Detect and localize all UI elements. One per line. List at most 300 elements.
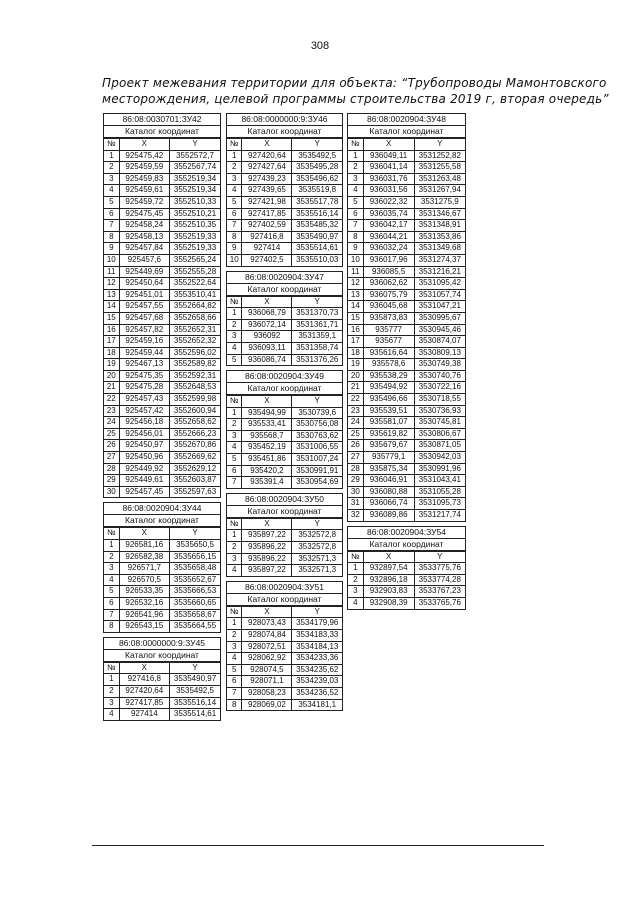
table-row: [348, 196, 465, 208]
table-header-row: [104, 662, 220, 674]
table-row: [104, 697, 220, 709]
coord-x: 936031,76: [363, 173, 414, 185]
coord-x: 936032,24: [363, 243, 414, 255]
coord-y: 3530739,6: [292, 407, 342, 419]
header-y: Y: [170, 139, 220, 151]
point-number: 18: [104, 347, 119, 359]
coord-x: 928069,02: [242, 699, 292, 710]
coord-x: 925449,61: [119, 475, 169, 487]
table-row: [104, 196, 220, 208]
table-row: [104, 208, 220, 220]
coord-y: 3535658,48: [170, 563, 220, 575]
table-row: [227, 454, 342, 466]
coord-y: 3535656,15: [170, 551, 220, 563]
coord-y: 3552597,63: [170, 486, 220, 497]
coord-y: 3531217,74: [414, 510, 465, 521]
coord-x: 936089,86: [363, 510, 414, 521]
coord-y: 3530736,93: [414, 405, 465, 417]
coord-y: 3533765,76: [414, 597, 465, 608]
table-row: [348, 394, 465, 406]
table-row: [348, 324, 465, 336]
table-row: [104, 428, 220, 440]
coord-x: 936044,21: [363, 231, 414, 243]
coord-x: 932896,18: [363, 574, 414, 586]
coord-y: 3531358,74: [292, 342, 342, 354]
point-number: 1: [104, 150, 119, 162]
coord-y: 3535495,28: [292, 162, 342, 174]
coord-x: 935616,64: [363, 347, 414, 359]
table-row: [104, 674, 220, 686]
coord-y: 3532571,3: [292, 553, 342, 565]
point-number: 8: [104, 621, 119, 632]
point-number: 7: [104, 609, 119, 621]
coord-x: 925459,83: [119, 173, 169, 185]
point-number: 21: [104, 382, 119, 394]
coord-y: 3552666,23: [170, 428, 220, 440]
point-number: 4: [227, 342, 242, 354]
coordinate-table: [227, 296, 342, 366]
table-row: [104, 452, 220, 464]
coord-x: 928074,84: [242, 630, 292, 642]
coord-y: 3531267,94: [414, 185, 465, 197]
point-number: 6: [104, 597, 119, 609]
point-number: 6: [227, 208, 242, 220]
coord-y: 3552592,31: [170, 370, 220, 382]
coord-x: 935896,22: [242, 553, 292, 565]
coord-y: 3552600,94: [170, 405, 220, 417]
coord-x: 936022,32: [363, 196, 414, 208]
parcel-id: 86:08:0020904:ЗУ54: [348, 527, 465, 539]
table-header-row: [104, 528, 220, 540]
coord-y: 3552565,24: [170, 254, 220, 266]
point-number: 24: [104, 417, 119, 429]
point-number: 6: [104, 208, 119, 220]
table-row: [348, 498, 465, 510]
coord-x: 935452,19: [242, 442, 292, 454]
coord-y: 3535496,62: [292, 173, 342, 185]
table-row: [348, 254, 465, 266]
coord-x: 925450,97: [119, 440, 169, 452]
point-number: 4: [104, 574, 119, 586]
table-row: [227, 687, 342, 699]
header-num: №: [227, 396, 242, 408]
point-number: 25: [348, 428, 363, 440]
table-row: [348, 173, 465, 185]
point-number: 3: [227, 430, 242, 442]
header-x: X: [119, 662, 169, 674]
coord-y: 3552658,62: [170, 417, 220, 429]
coord-y: 3552519,34: [170, 185, 220, 197]
point-number: 7: [227, 477, 242, 488]
coord-y: 3533775,76: [414, 563, 465, 575]
point-number: 13: [104, 289, 119, 301]
point-number: 18: [348, 347, 363, 359]
coord-x: 927414: [242, 243, 292, 255]
table-row: [104, 709, 220, 720]
point-number: 11: [104, 266, 119, 278]
catalog-title: Каталог координат: [104, 650, 220, 662]
coord-y: 3531263,48: [414, 173, 465, 185]
table-row: [348, 463, 465, 475]
point-number: 19: [104, 359, 119, 371]
coord-y: 3533767,23: [414, 586, 465, 598]
coord-y: 3552603,87: [170, 475, 220, 487]
point-number: 27: [348, 452, 363, 464]
point-number: 3: [104, 173, 119, 185]
table-row: [104, 574, 220, 586]
point-number: 29: [104, 475, 119, 487]
coord-x: 935897,22: [242, 565, 292, 576]
table-row: [104, 162, 220, 174]
coord-x: 935619,82: [363, 428, 414, 440]
table-row: [227, 542, 342, 554]
table-row: [227, 653, 342, 665]
table-row: [104, 150, 220, 162]
header-x: X: [242, 296, 292, 308]
coord-x: 935538,29: [363, 370, 414, 382]
table-header-row: [348, 139, 465, 151]
point-number: 20: [104, 370, 119, 382]
coord-x: 927416,8: [242, 231, 292, 243]
point-number: 14: [104, 301, 119, 313]
table-row: [348, 574, 465, 586]
coord-x: 927421,98: [242, 196, 292, 208]
coord-x: 927414: [119, 709, 169, 720]
table-row: [104, 185, 220, 197]
coord-x: 928062,92: [242, 653, 292, 665]
coord-y: 3533774,28: [414, 574, 465, 586]
coord-y: 3534179,96: [292, 618, 342, 630]
table-row: [104, 370, 220, 382]
coord-y: 3552629,12: [170, 463, 220, 475]
coord-y: 3532572,8: [292, 542, 342, 554]
parcel-id: 86:08:0020904:ЗУ44: [104, 503, 220, 515]
point-number: 5: [227, 454, 242, 466]
table-row: [227, 254, 342, 265]
coord-x: 926570,5: [119, 574, 169, 586]
coord-y: 3531252,82: [414, 150, 465, 162]
coord-x: 925457,82: [119, 324, 169, 336]
coord-y: 3530806,67: [414, 428, 465, 440]
table-row: [104, 243, 220, 255]
table-header-row: [227, 518, 342, 530]
coord-y: 3531348,91: [414, 220, 465, 232]
point-number: 2: [227, 630, 242, 642]
table-row: [104, 685, 220, 697]
coord-x: 928072,51: [242, 641, 292, 653]
point-number: 2: [104, 162, 119, 174]
coord-y: 3534239,03: [292, 676, 342, 688]
table-row: [348, 405, 465, 417]
point-number: 4: [104, 185, 119, 197]
coord-y: 3535652,67: [170, 574, 220, 586]
table-row: [348, 510, 465, 521]
coord-x: 935451,86: [242, 454, 292, 466]
table-row: [348, 312, 465, 324]
point-number: 24: [348, 417, 363, 429]
point-number: 3: [104, 697, 119, 709]
point-number: 32: [348, 510, 363, 521]
table-row: [104, 220, 220, 232]
point-number: 5: [104, 196, 119, 208]
coord-x: 932897,54: [363, 563, 414, 575]
table-row: [104, 417, 220, 429]
table-row: [227, 243, 342, 255]
coord-x: 925475,35: [119, 370, 169, 382]
point-number: 26: [104, 440, 119, 452]
header-num: №: [348, 551, 363, 563]
coord-y: 3531095,42: [414, 278, 465, 290]
title-line-1: Проект межевания территории для объекта: “Трубопроводы Мамонтовского: [102, 76, 607, 90]
point-number: 14: [348, 301, 363, 313]
coord-y: 3535514,61: [170, 709, 220, 720]
coord-y: 3530991,96: [414, 463, 465, 475]
coord-y: 3530871,05: [414, 440, 465, 452]
table-row: [104, 475, 220, 487]
coord-y: 3530745,81: [414, 417, 465, 429]
coord-x: 927416,8: [119, 674, 169, 686]
coord-y: 3532571,3: [292, 565, 342, 576]
table-row: [227, 465, 342, 477]
table-row: [104, 586, 220, 598]
coord-y: 3552658,66: [170, 312, 220, 324]
point-number: 12: [104, 278, 119, 290]
point-number: 7: [227, 687, 242, 699]
point-number: 23: [348, 405, 363, 417]
table-row: [104, 563, 220, 575]
coord-x: 936066,74: [363, 498, 414, 510]
coord-y: 3535514,61: [292, 243, 342, 255]
coord-y: 3552589,82: [170, 359, 220, 371]
coord-y: 3531255,58: [414, 162, 465, 174]
table-row: [348, 417, 465, 429]
coordinate-table: [227, 606, 342, 710]
header-x: X: [242, 396, 292, 408]
coord-y: 3535516,14: [292, 208, 342, 220]
table-row: [227, 553, 342, 565]
table-row: [348, 440, 465, 452]
table-row: [227, 407, 342, 419]
point-number: 20: [348, 370, 363, 382]
table-row: [104, 336, 220, 348]
table-row: [348, 336, 465, 348]
table-row: [104, 324, 220, 336]
point-number: 1: [348, 150, 363, 162]
document-title: [102, 75, 609, 107]
title-line-2: месторождения, целевой программы строительства 2019 г, вторая очередь”: [102, 92, 609, 106]
coord-y: 3535517,78: [292, 196, 342, 208]
coord-y: 3535492,5: [292, 150, 342, 162]
table-row: [348, 278, 465, 290]
table-row: [104, 382, 220, 394]
point-number: 23: [104, 405, 119, 417]
coord-x: 936062,62: [363, 278, 414, 290]
point-number: 3: [227, 173, 242, 185]
point-number: 2: [227, 162, 242, 174]
catalog-title: Каталог координат: [227, 126, 342, 138]
table-header-row: [227, 296, 342, 308]
table-row: [104, 394, 220, 406]
coord-y: 3531055,28: [414, 486, 465, 498]
coord-x: 935391,4: [242, 477, 292, 488]
parcel-block: [226, 113, 343, 267]
coordinate-table: [104, 527, 220, 631]
coord-y: 3535485,32: [292, 220, 342, 232]
point-number: 4: [227, 185, 242, 197]
table-row: [227, 331, 342, 343]
coord-y: 3552522,64: [170, 278, 220, 290]
header-num: №: [348, 139, 363, 151]
table-row: [104, 312, 220, 324]
coord-y: 3530756,08: [292, 419, 342, 431]
table-row: [348, 597, 465, 608]
point-number: 1: [227, 308, 242, 320]
table-row: [227, 618, 342, 630]
coord-y: 3531057,74: [414, 289, 465, 301]
coord-x: 926571,7: [119, 563, 169, 575]
point-number: 6: [227, 676, 242, 688]
header-y: Y: [170, 662, 220, 674]
coord-y: 3552648,53: [170, 382, 220, 394]
coord-y: 3535492,5: [170, 685, 220, 697]
coord-x: 935875,34: [363, 463, 414, 475]
point-number: 8: [227, 231, 242, 243]
parcel-block: [347, 526, 466, 610]
point-number: 7: [227, 220, 242, 232]
parcel-block: [226, 493, 343, 577]
parcel-block: [226, 370, 343, 489]
coord-y: 3531043,41: [414, 475, 465, 487]
coord-x: 926582,38: [119, 551, 169, 563]
table-row: [348, 428, 465, 440]
parcel-block: [347, 113, 466, 522]
table-row: [227, 641, 342, 653]
point-number: 4: [227, 565, 242, 576]
table-row: [227, 442, 342, 454]
parcel-id: 86:08:0030701:ЗУ42: [104, 114, 220, 126]
coord-x: 935420,2: [242, 465, 292, 477]
header-x: X: [242, 139, 292, 151]
table-row: [348, 162, 465, 174]
coord-y: 3530763,62: [292, 430, 342, 442]
coord-y: 3534183,33: [292, 630, 342, 642]
coord-y: 3530991,91: [292, 465, 342, 477]
coord-x: 935568,7: [242, 430, 292, 442]
coord-x: 935494,99: [242, 407, 292, 419]
coord-x: 935679,67: [363, 440, 414, 452]
point-number: 6: [227, 465, 242, 477]
coord-x: 935777: [363, 324, 414, 336]
coord-x: 925457,68: [119, 312, 169, 324]
coord-x: 925475,28: [119, 382, 169, 394]
coord-y: 3534181,1: [292, 699, 342, 710]
coord-y: 3534184,13: [292, 641, 342, 653]
header-x: X: [119, 528, 169, 540]
coord-x: 927427,64: [242, 162, 292, 174]
coord-x: 936080,88: [363, 486, 414, 498]
coord-x: 925450,64: [119, 278, 169, 290]
header-y: Y: [170, 528, 220, 540]
table-row: [104, 597, 220, 609]
header-x: X: [242, 518, 292, 530]
point-number: 4: [348, 597, 363, 608]
catalog-title: Каталог координат: [227, 284, 342, 296]
point-number: 1: [104, 540, 119, 552]
coord-y: 3552669,62: [170, 452, 220, 464]
point-number: 5: [348, 196, 363, 208]
coord-y: 3530942,03: [414, 452, 465, 464]
table-row: [227, 699, 342, 710]
table-row: [227, 676, 342, 688]
coord-x: 925457,6: [119, 254, 169, 266]
point-number: 22: [104, 394, 119, 406]
coord-x: 925475,45: [119, 208, 169, 220]
coordinate-column-middle: [226, 113, 343, 715]
parcel-block: [103, 502, 221, 632]
coord-x: 935897,22: [242, 530, 292, 542]
coord-y: 3531353,86: [414, 231, 465, 243]
point-number: 5: [227, 664, 242, 676]
coord-y: 3535660,65: [170, 597, 220, 609]
coord-y: 3552652,31: [170, 324, 220, 336]
coord-y: 3552599,98: [170, 394, 220, 406]
table-row: [348, 220, 465, 232]
coordinate-table: [227, 395, 342, 488]
coord-x: 925456,01: [119, 428, 169, 440]
point-number: 3: [348, 586, 363, 598]
coord-x: 936049,11: [363, 150, 414, 162]
coord-x: 925467,13: [119, 359, 169, 371]
table-row: [227, 630, 342, 642]
table-row: [227, 664, 342, 676]
coord-y: 3552519,33: [170, 231, 220, 243]
point-number: 8: [227, 699, 242, 710]
coord-y: 3531274,37: [414, 254, 465, 266]
table-row: [227, 185, 342, 197]
table-row: [227, 208, 342, 220]
point-number: 21: [348, 382, 363, 394]
point-number: 2: [348, 574, 363, 586]
coord-y: 3530740,76: [414, 370, 465, 382]
coord-y: 3530722,16: [414, 382, 465, 394]
coord-y: 3531006,55: [292, 442, 342, 454]
coord-y: 3530718,55: [414, 394, 465, 406]
coord-x: 927420,64: [119, 685, 169, 697]
point-number: 11: [348, 266, 363, 278]
coord-y: 3531095,73: [414, 498, 465, 510]
table-row: [227, 231, 342, 243]
parcel-block: [103, 637, 221, 721]
table-row: [227, 477, 342, 488]
point-number: 6: [348, 208, 363, 220]
coord-x: 926543,15: [119, 621, 169, 632]
coord-x: 925475,42: [119, 150, 169, 162]
table-row: [227, 196, 342, 208]
point-number: 7: [104, 220, 119, 232]
table-row: [348, 486, 465, 498]
coord-x: 932908,39: [363, 597, 414, 608]
coord-x: 935677: [363, 336, 414, 348]
point-number: 26: [348, 440, 363, 452]
point-number: 1: [348, 563, 363, 575]
point-number: 2: [227, 319, 242, 331]
coord-x: 936046,91: [363, 475, 414, 487]
coord-x: 936075,79: [363, 289, 414, 301]
table-row: [348, 359, 465, 371]
point-number: 3: [104, 563, 119, 575]
table-row: [348, 150, 465, 162]
header-y: Y: [292, 396, 342, 408]
